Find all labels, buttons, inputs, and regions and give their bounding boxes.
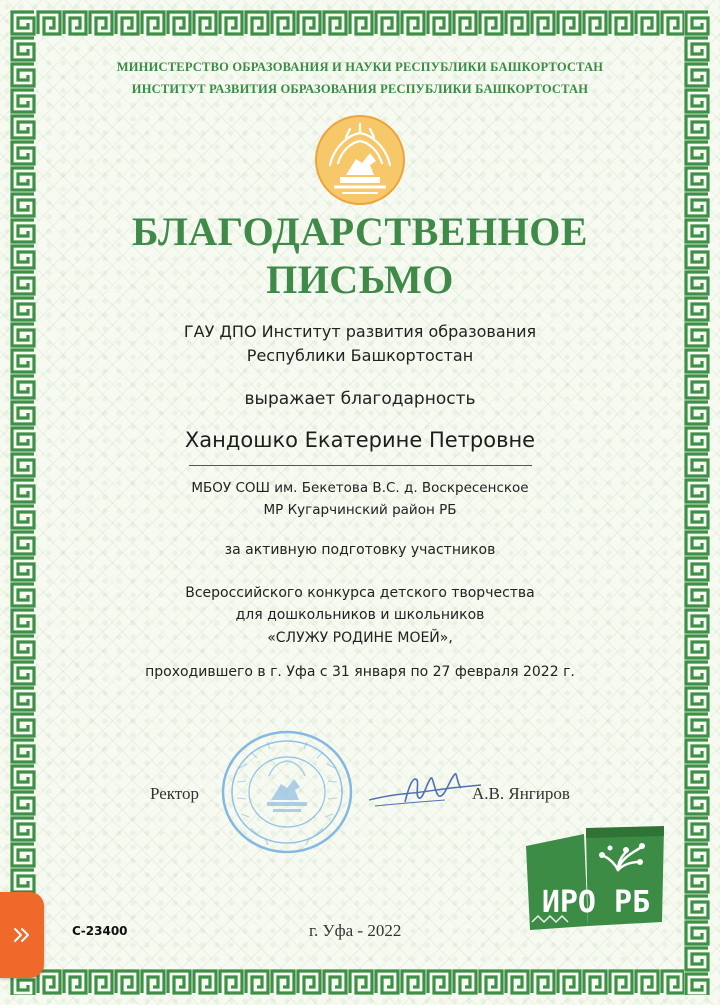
title-line-1: БЛАГОДАРСТВЕННОЕ: [132, 209, 588, 254]
iro-rb-logo-icon: [522, 826, 668, 932]
contest-line-3: «СЛУЖУ РОДИНЕ МОЕЙ»,: [267, 630, 453, 646]
logo-text: ИРО РБ: [541, 885, 651, 920]
recipient-underline: [189, 465, 532, 466]
thanks-text: выражает благодарность: [244, 389, 476, 409]
recipient-name: Хандошко Екатерине Петровне: [184, 428, 536, 452]
contest-line-2: для дошкольников и школьников: [235, 607, 485, 623]
reason-text: за активную подготовку участников: [224, 542, 496, 558]
double-chevron-right-icon: [11, 924, 33, 946]
organization-line-1: ГАУ ДПО Институт развития образования: [183, 322, 537, 341]
expand-side-button[interactable]: [0, 892, 44, 978]
certificate-number: С-23400: [72, 924, 128, 938]
round-stamp-icon: [219, 728, 355, 856]
organization-line-2: Республики Башкортостан: [246, 346, 474, 365]
ministry-header: МИНИСТЕРСТВО ОБРАЗОВАНИЯ И НАУКИ РЕСПУБЛИКИ БАШКОРТОСТАН: [116, 60, 604, 74]
city-year: г. Уфа - 2022: [309, 921, 402, 940]
handwritten-signature-icon: [365, 766, 485, 814]
school-line-2: МР Кугарчинский район РБ: [263, 502, 457, 518]
signer-name: А.В. Янгиров: [472, 784, 570, 803]
rector-label: Ректор: [150, 784, 200, 803]
institute-header: ИНСТИТУТ РАЗВИТИЯ ОБРАЗОВАНИЯ РЕСПУБЛИКИ БАШКОРТОСТАН: [131, 82, 589, 96]
contest-line-1: Всероссийского конкурса детского творчества: [185, 585, 535, 601]
school-line-1: МБОУ СОШ им. Бекетова В.С. д. Воскресенское: [191, 480, 529, 496]
title-line-2: ПИСЬМО: [266, 257, 454, 302]
bashkortostan-emblem-icon: [312, 113, 408, 207]
held-dates-text: проходившего в г. Уфа с 31 января по 27 февраля 2022 г.: [145, 664, 575, 680]
